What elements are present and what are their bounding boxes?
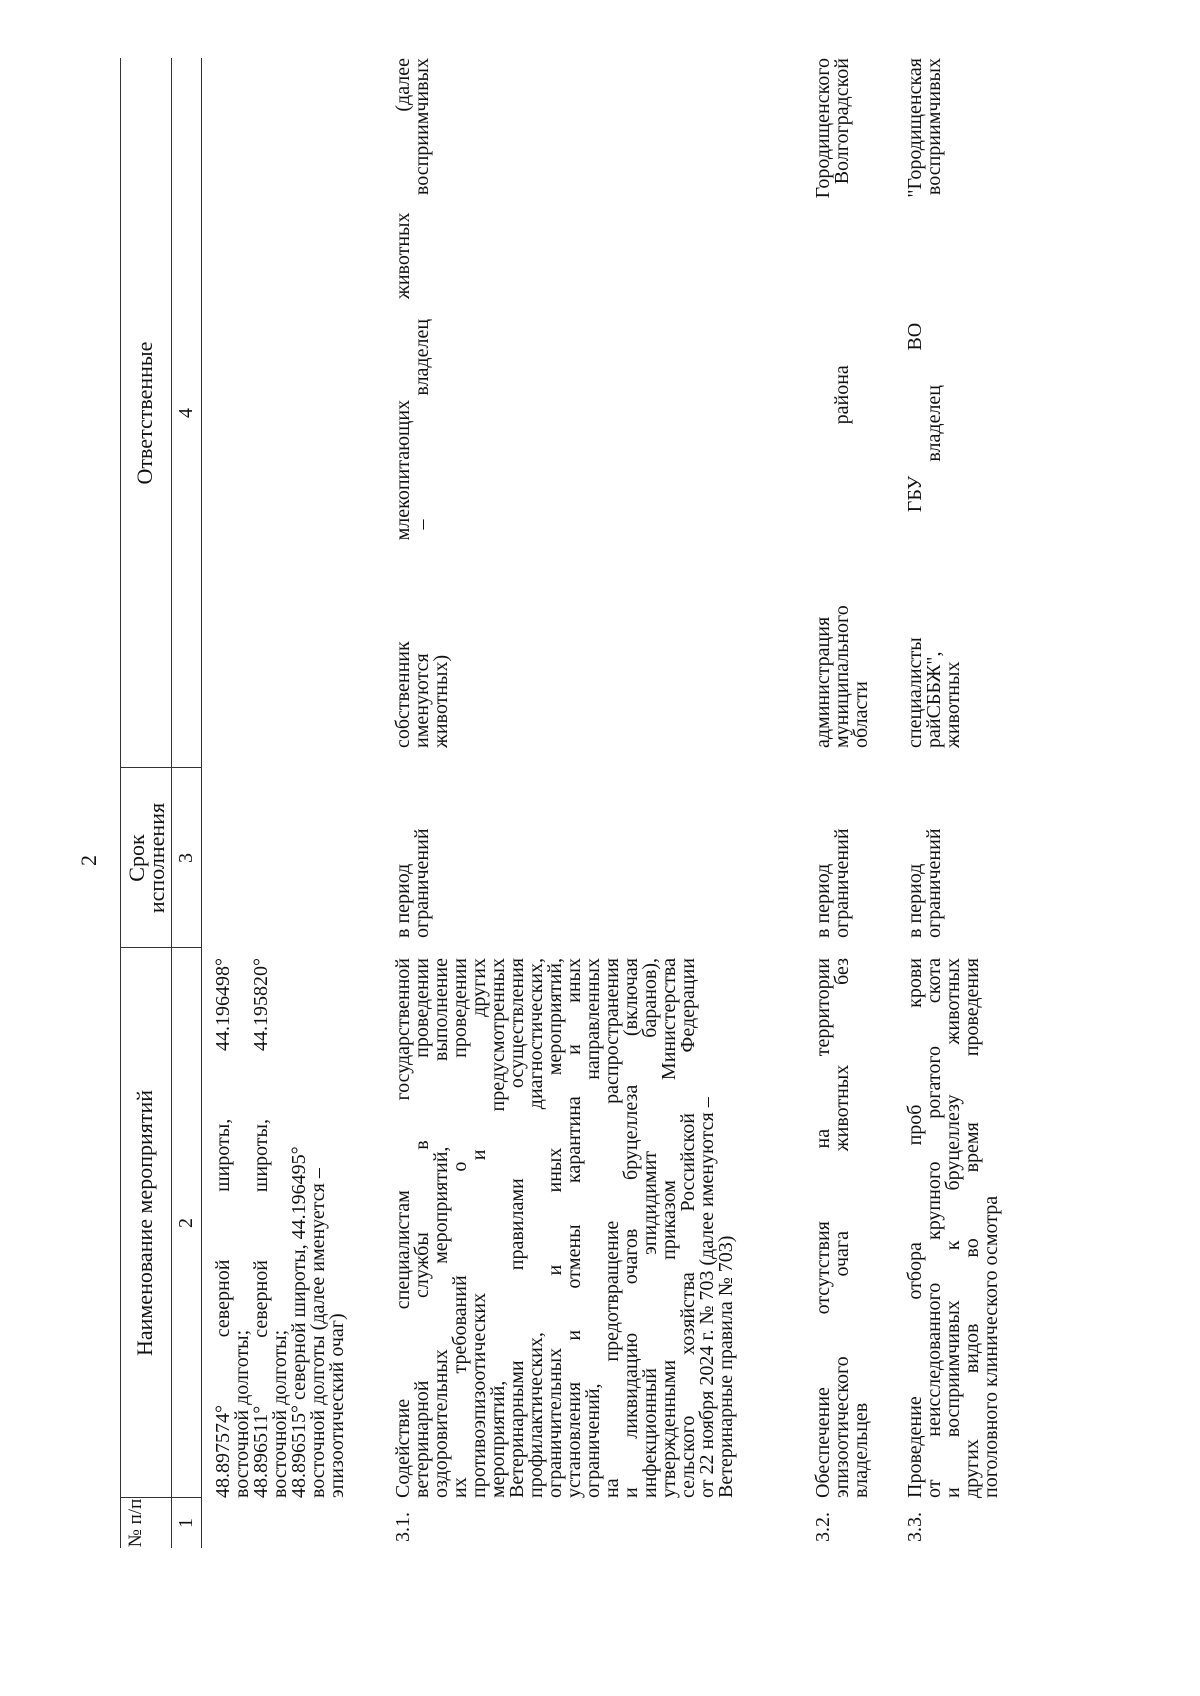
text-line: ограничений xyxy=(411,828,433,938)
row-deadline xyxy=(906,778,944,938)
text-line: на предотвращение распространения xyxy=(601,958,623,1498)
text-line: в период xyxy=(904,863,926,938)
text-line: мероприятий, предусмотренных xyxy=(487,958,509,1498)
text-line: Содействие специалистам государственной xyxy=(392,958,414,1498)
text-line: собственник млекопитающих животных (далее xyxy=(392,58,414,748)
text-line: ограничений xyxy=(923,828,945,938)
row-number: 3.3. xyxy=(904,1512,926,1542)
text-line: установления и отмены карантина и иных xyxy=(563,958,585,1498)
text-line: в период xyxy=(812,863,834,938)
text-line: в период xyxy=(392,863,414,938)
text-line: ветеринарной службы в проведении xyxy=(411,958,433,1498)
header-cell-number xyxy=(121,1498,201,1548)
header-number-label: № п/п xyxy=(125,1498,146,1548)
header-deadline-label: Срок исполнения xyxy=(124,802,169,914)
row-deadline xyxy=(814,778,852,938)
measures-table xyxy=(120,58,1016,1548)
text-line: 48.896515° северной широты, 44.196495° xyxy=(288,1146,310,1498)
header-responsible-label: Ответственные xyxy=(132,341,157,485)
text-line: от 22 ноября 2024 г. № 703 (далее именуются – xyxy=(696,1097,718,1498)
text-line: профилактических, диагностических, xyxy=(525,958,547,1498)
text-line: владельцев xyxy=(850,1402,872,1498)
text-line: администрация Городищенского xyxy=(812,58,834,748)
table-row xyxy=(394,58,814,1548)
row-deadline xyxy=(394,778,432,938)
text-line: Обеспечение отсутствия на территории xyxy=(812,958,834,1498)
text-line: от неисследованного крупного рогатого скота xyxy=(923,958,945,1498)
text-line: ограничений, направленных xyxy=(582,958,604,1498)
row-name xyxy=(814,958,871,1498)
text-line: поголовного клинического осмотра xyxy=(980,1195,1002,1498)
text-line: и ликвидацию очагов бруцеллеза (включая xyxy=(620,958,642,1498)
text-line: именуются – владелец восприимчивых xyxy=(411,58,433,748)
table-row xyxy=(906,58,1016,1548)
header-deadline-index: 3 xyxy=(171,768,202,948)
text-line: области xyxy=(850,681,872,748)
text-line: инфекционный эпидидимит баранов), xyxy=(639,958,661,1498)
text-line: эпизоотического очага животных без xyxy=(831,958,853,1498)
page-number: 2 xyxy=(76,855,101,866)
row-name xyxy=(906,958,1001,1498)
header-cell-responsible xyxy=(121,58,201,768)
text-line: Ветеринарными правилами осуществления xyxy=(506,958,528,1498)
text-line: эпизоотический очаг) xyxy=(326,1313,348,1498)
text-line: восточной долготы; xyxy=(231,1329,253,1498)
text-line: других видов во время проведения xyxy=(961,958,983,1498)
text-line: Проведение отбора проб крови xyxy=(904,958,926,1498)
text-line: утвержденными приказом Министерства xyxy=(658,958,680,1498)
header-cell-name xyxy=(121,948,201,1498)
text-line: восточной долготы; xyxy=(269,1329,291,1498)
text-line: райСББЖ", владелец восприимчивых xyxy=(923,58,945,748)
row-responsible xyxy=(394,58,451,748)
continuation-text xyxy=(214,958,347,1498)
text-line: 48.897574° северной широты, 44.196498° xyxy=(212,958,234,1498)
text-line: ограничений xyxy=(831,828,853,938)
row-name xyxy=(394,958,736,1498)
text-line: оздоровительных мероприятий, выполнение xyxy=(430,958,452,1498)
row-responsible xyxy=(906,58,963,748)
text-line: специалисты ГБУ ВО "Городищенская xyxy=(904,58,926,748)
text-line: Ветеринарные правила № 703) xyxy=(715,1235,737,1498)
table-body xyxy=(214,58,1016,1548)
text-line: противоэпизоотических и других xyxy=(468,958,490,1498)
row-number: 3.1. xyxy=(392,1512,414,1542)
text-line: животных xyxy=(942,661,964,748)
header-cell-deadline xyxy=(121,768,201,948)
text-line: животных) xyxy=(430,654,452,748)
text-line: восточной долготы (далее именуется – xyxy=(307,1168,329,1498)
header-responsible-index: 4 xyxy=(171,58,202,768)
table-row xyxy=(814,58,906,1548)
text-line: ограничительных и иных мероприятий, xyxy=(544,958,566,1498)
header-number-index: 1 xyxy=(171,1498,202,1548)
text-line: муниципального района Волгоградской xyxy=(831,58,853,748)
text-line: сельского хозяйства Российской Федерации xyxy=(677,958,699,1498)
text-line: 48.896511° северной широты, 44.195820° xyxy=(250,958,272,1498)
text-line: их требований о проведении xyxy=(449,958,471,1498)
header-name-label: Наименование мероприятий xyxy=(132,1089,157,1357)
row-number: 3.2. xyxy=(812,1512,834,1542)
row-responsible xyxy=(814,58,871,748)
text-line: и восприимчивых к бруцеллезу животных xyxy=(942,958,964,1498)
table-header xyxy=(120,58,202,1548)
table-row-continuation xyxy=(214,58,394,1548)
header-name-index: 2 xyxy=(171,948,202,1498)
